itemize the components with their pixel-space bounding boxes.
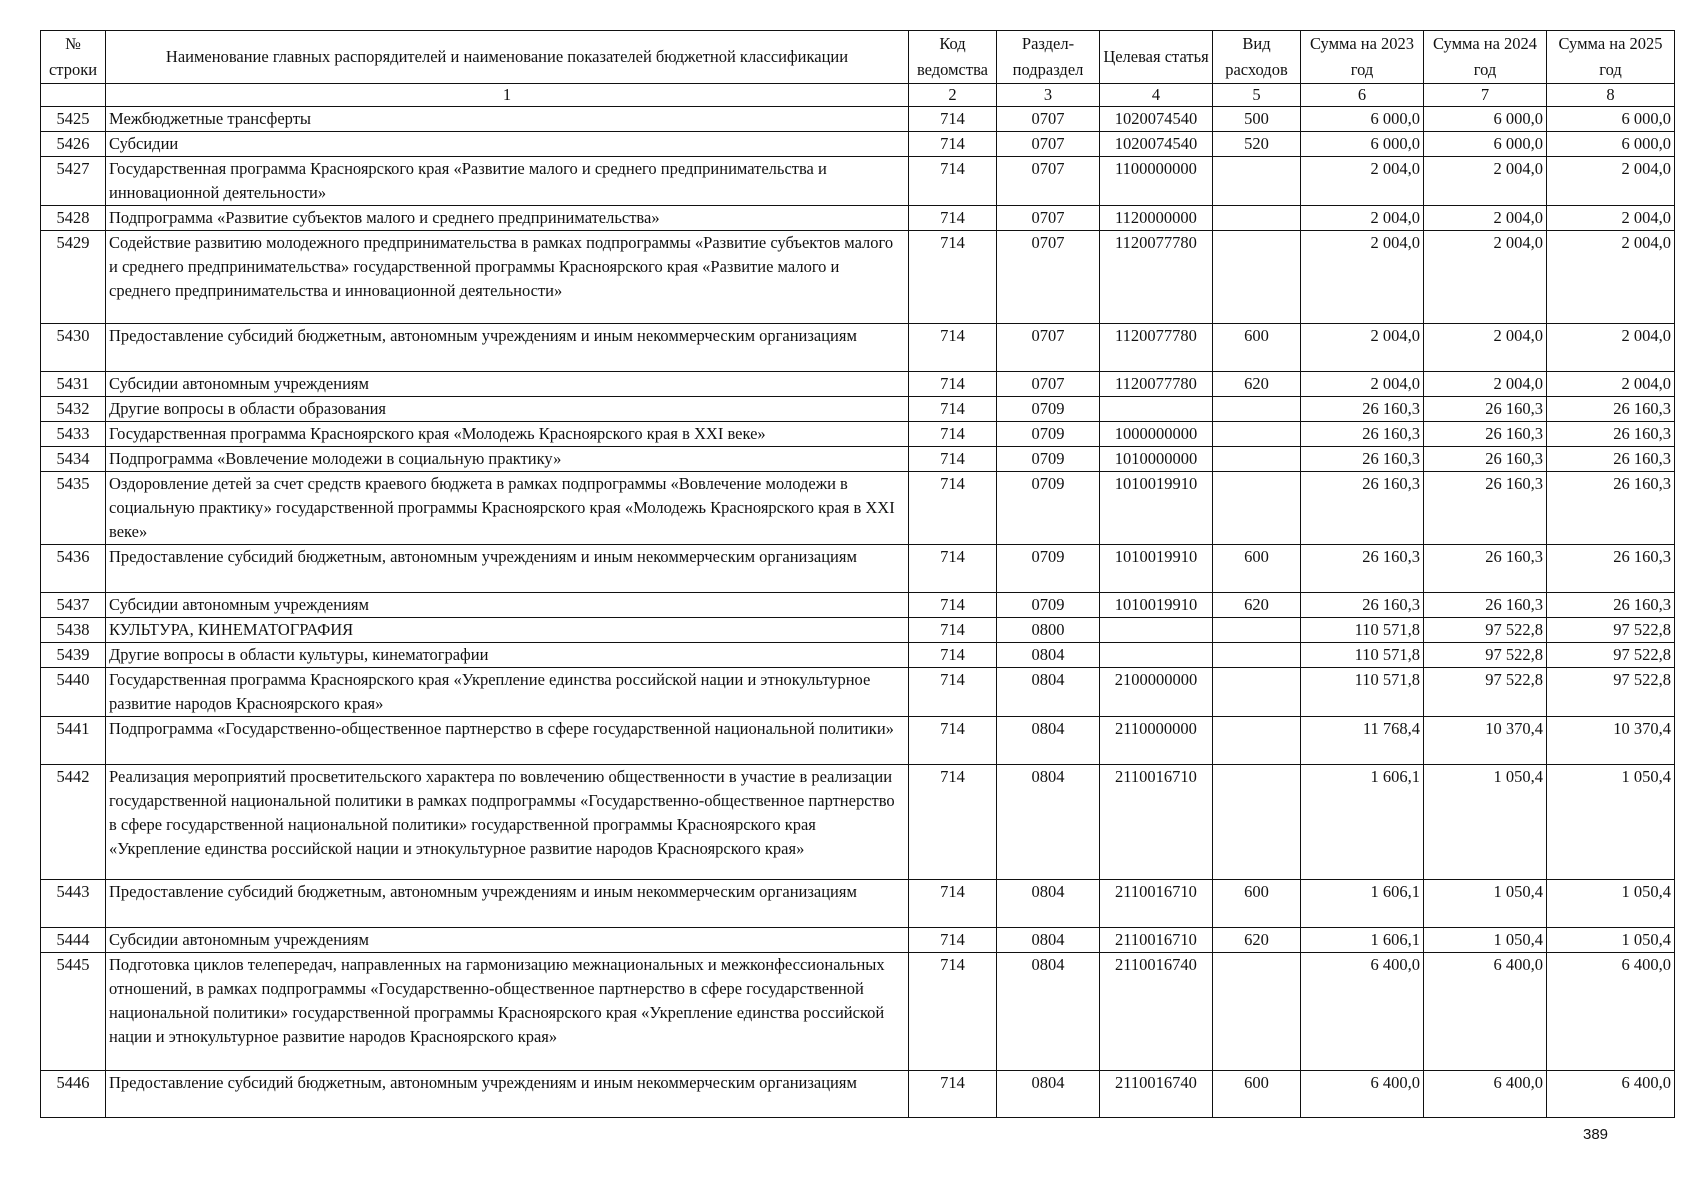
row-number: 5432 xyxy=(41,397,106,422)
row-section: 0707 xyxy=(997,132,1100,157)
row-sum-2024: 1 050,4 xyxy=(1424,765,1547,880)
row-name: Межбюджетные трансферты xyxy=(106,107,909,132)
row-section: 0804 xyxy=(997,765,1100,880)
row-sum-2023: 6 400,0 xyxy=(1301,953,1424,1071)
row-department-code: 714 xyxy=(909,206,997,231)
row-section: 0707 xyxy=(997,231,1100,324)
row-sum-2023: 6 400,0 xyxy=(1301,1071,1424,1118)
table-row xyxy=(41,880,1675,928)
row-name: Субсидии автономным учреждениям xyxy=(106,928,909,953)
row-name: Предоставление субсидий бюджетным, автономным учреждениям и иным некоммерческим организациям xyxy=(106,545,909,593)
row-expense-type: 500 xyxy=(1213,107,1301,132)
table-row xyxy=(41,928,1675,953)
row-section: 0707 xyxy=(997,157,1100,206)
row-target-article: 2110016740 xyxy=(1100,953,1213,1071)
row-section: 0709 xyxy=(997,397,1100,422)
table-row xyxy=(41,397,1675,422)
row-name: Предоставление субсидий бюджетным, автономным учреждениям и иным некоммерческим организациям xyxy=(106,1071,909,1118)
row-expense-type xyxy=(1213,422,1301,447)
row-target-article: 2110016710 xyxy=(1100,880,1213,928)
row-section: 0804 xyxy=(997,880,1100,928)
row-expense-type xyxy=(1213,157,1301,206)
row-target-article: 1120077780 xyxy=(1100,324,1213,372)
table-row xyxy=(41,765,1675,880)
row-department-code: 714 xyxy=(909,717,997,765)
row-target-article: 1010000000 xyxy=(1100,447,1213,472)
header-colnum-2: 2 xyxy=(909,84,997,107)
row-expense-type: 620 xyxy=(1213,928,1301,953)
row-sum-2024: 6 000,0 xyxy=(1424,132,1547,157)
row-target-article: 2110000000 xyxy=(1100,717,1213,765)
table-row xyxy=(41,953,1675,1071)
row-target-article: 1020074540 xyxy=(1100,107,1213,132)
row-section: 0707 xyxy=(997,206,1100,231)
row-expense-type: 600 xyxy=(1213,545,1301,593)
row-sum-2025: 26 160,3 xyxy=(1547,593,1675,618)
row-sum-2024: 26 160,3 xyxy=(1424,397,1547,422)
table-row xyxy=(41,545,1675,593)
row-sum-2025: 2 004,0 xyxy=(1547,231,1675,324)
row-expense-type xyxy=(1213,447,1301,472)
row-sum-2023: 26 160,3 xyxy=(1301,422,1424,447)
row-sum-2025: 6 400,0 xyxy=(1547,953,1675,1071)
row-department-code: 714 xyxy=(909,397,997,422)
row-sum-2024: 1 050,4 xyxy=(1424,880,1547,928)
row-name: Содействие развитию молодежного предпринимательства в рамках подпрограммы «Развитие субъектов малого и среднего предпринимательства» государственной программы Красноярского края «Развитие малого и среднего предпринимательства и инновационной деятельности» xyxy=(106,231,909,324)
row-department-code: 714 xyxy=(909,643,997,668)
row-expense-type xyxy=(1213,231,1301,324)
row-section: 0709 xyxy=(997,447,1100,472)
row-section: 0804 xyxy=(997,1071,1100,1118)
row-sum-2024: 2 004,0 xyxy=(1424,206,1547,231)
row-sum-2024: 6 000,0 xyxy=(1424,107,1547,132)
row-name: КУЛЬТУРА, КИНЕМАТОГРАФИЯ xyxy=(106,618,909,643)
row-target-article: 1010019910 xyxy=(1100,545,1213,593)
row-expense-type: 600 xyxy=(1213,880,1301,928)
row-sum-2023: 2 004,0 xyxy=(1301,372,1424,397)
row-expense-type xyxy=(1213,397,1301,422)
row-section: 0709 xyxy=(997,545,1100,593)
row-sum-2025: 26 160,3 xyxy=(1547,422,1675,447)
row-sum-2025: 2 004,0 xyxy=(1547,372,1675,397)
row-sum-2024: 2 004,0 xyxy=(1424,157,1547,206)
row-sum-2024: 1 050,4 xyxy=(1424,928,1547,953)
table-row xyxy=(41,324,1675,372)
row-number: 5437 xyxy=(41,593,106,618)
table-header xyxy=(41,31,1675,107)
row-sum-2025: 2 004,0 xyxy=(1547,324,1675,372)
row-section: 0709 xyxy=(997,472,1100,545)
row-sum-2025: 6 000,0 xyxy=(1547,132,1675,157)
header-colnum-empty xyxy=(41,84,106,107)
row-sum-2024: 6 400,0 xyxy=(1424,1071,1547,1118)
table-row xyxy=(41,1071,1675,1118)
row-expense-type xyxy=(1213,953,1301,1071)
row-department-code: 714 xyxy=(909,231,997,324)
row-expense-type xyxy=(1213,765,1301,880)
row-number: 5439 xyxy=(41,643,106,668)
row-target-article xyxy=(1100,643,1213,668)
row-sum-2024: 97 522,8 xyxy=(1424,643,1547,668)
row-sum-2023: 2 004,0 xyxy=(1301,157,1424,206)
row-number: 5427 xyxy=(41,157,106,206)
row-name: Подпрограмма «Государственно-общественное партнерство в сфере государственной национальной политики» xyxy=(106,717,909,765)
header-colnum-8: 8 xyxy=(1547,84,1675,107)
row-sum-2023: 26 160,3 xyxy=(1301,447,1424,472)
row-target-article: 1120000000 xyxy=(1100,206,1213,231)
row-number: 5436 xyxy=(41,545,106,593)
row-name: Субсидии автономным учреждениям xyxy=(106,372,909,397)
row-number: 5441 xyxy=(41,717,106,765)
row-section: 0707 xyxy=(997,372,1100,397)
row-name: Государственная программа Красноярского края «Развитие малого и среднего предпринимательства и инновационной деятельности» xyxy=(106,157,909,206)
row-sum-2023: 11 768,4 xyxy=(1301,717,1424,765)
table-row xyxy=(41,157,1675,206)
row-name: Государственная программа Красноярского края «Молодежь Красноярского края в XXI веке» xyxy=(106,422,909,447)
row-section: 0804 xyxy=(997,668,1100,717)
row-number: 5445 xyxy=(41,953,106,1071)
row-target-article: 2100000000 xyxy=(1100,668,1213,717)
row-sum-2024: 26 160,3 xyxy=(1424,422,1547,447)
row-number: 5446 xyxy=(41,1071,106,1118)
row-target-article: 2110016710 xyxy=(1100,765,1213,880)
row-sum-2025: 1 050,4 xyxy=(1547,880,1675,928)
row-number: 5426 xyxy=(41,132,106,157)
row-number: 5438 xyxy=(41,618,106,643)
header-colnum-7: 7 xyxy=(1424,84,1547,107)
row-sum-2023: 6 000,0 xyxy=(1301,132,1424,157)
row-department-code: 714 xyxy=(909,545,997,593)
row-target-article: 1010019910 xyxy=(1100,593,1213,618)
row-name: Предоставление субсидий бюджетным, автономным учреждениям и иным некоммерческим организациям xyxy=(106,324,909,372)
row-expense-type xyxy=(1213,717,1301,765)
row-target-article xyxy=(1100,397,1213,422)
row-section: 0804 xyxy=(997,717,1100,765)
row-sum-2023: 2 004,0 xyxy=(1301,231,1424,324)
row-name: Подготовка циклов телепередач, направленных на гармонизацию межнациональных и межконфессиональных отношений, в рамках подпрограммы «Государственно-общественное партнерство в сфере государственной национальной политики» государственной программы Красноярского края «Укрепление единства российской нации и этнокультурное развитие народов Красноярского края» xyxy=(106,953,909,1071)
table-row xyxy=(41,206,1675,231)
row-sum-2025: 26 160,3 xyxy=(1547,397,1675,422)
row-sum-2024: 2 004,0 xyxy=(1424,324,1547,372)
row-sum-2024: 2 004,0 xyxy=(1424,372,1547,397)
row-department-code: 714 xyxy=(909,157,997,206)
row-sum-2023: 1 606,1 xyxy=(1301,928,1424,953)
header-colnum-5: 5 xyxy=(1213,84,1301,107)
row-sum-2025: 2 004,0 xyxy=(1547,157,1675,206)
row-number: 5434 xyxy=(41,447,106,472)
row-name: Другие вопросы в области культуры, кинематографии xyxy=(106,643,909,668)
row-sum-2025: 26 160,3 xyxy=(1547,472,1675,545)
row-sum-2023: 1 606,1 xyxy=(1301,880,1424,928)
row-sum-2025: 1 050,4 xyxy=(1547,928,1675,953)
row-sum-2024: 2 004,0 xyxy=(1424,231,1547,324)
row-target-article: 1010019910 xyxy=(1100,472,1213,545)
row-sum-2024: 6 400,0 xyxy=(1424,953,1547,1071)
row-number: 5435 xyxy=(41,472,106,545)
row-target-article: 1000000000 xyxy=(1100,422,1213,447)
row-sum-2025: 6 400,0 xyxy=(1547,1071,1675,1118)
header-name: Наименование главных распорядителей и наименование показателей бюджетной классификации xyxy=(106,31,909,84)
row-number: 5433 xyxy=(41,422,106,447)
row-sum-2025: 10 370,4 xyxy=(1547,717,1675,765)
row-name: Государственная программа Красноярского края «Укрепление единства российской нации и этнокультурное развитие народов Красноярского края» xyxy=(106,668,909,717)
row-section: 0804 xyxy=(997,643,1100,668)
row-target-article xyxy=(1100,618,1213,643)
row-target-article: 2110016710 xyxy=(1100,928,1213,953)
row-number: 5431 xyxy=(41,372,106,397)
header-section: Раздел-подраздел xyxy=(997,31,1100,84)
row-target-article: 1020074540 xyxy=(1100,132,1213,157)
row-expense-type: 620 xyxy=(1213,372,1301,397)
row-number: 5443 xyxy=(41,880,106,928)
row-name: Подпрограмма «Вовлечение молодежи в социальную практику» xyxy=(106,447,909,472)
row-sum-2024: 10 370,4 xyxy=(1424,717,1547,765)
row-name: Другие вопросы в области образования xyxy=(106,397,909,422)
row-expense-type: 600 xyxy=(1213,1071,1301,1118)
row-expense-type: 600 xyxy=(1213,324,1301,372)
row-sum-2023: 1 606,1 xyxy=(1301,765,1424,880)
row-number: 5430 xyxy=(41,324,106,372)
row-expense-type xyxy=(1213,206,1301,231)
row-sum-2023: 2 004,0 xyxy=(1301,324,1424,372)
row-sum-2024: 97 522,8 xyxy=(1424,668,1547,717)
row-department-code: 714 xyxy=(909,422,997,447)
row-target-article: 1120077780 xyxy=(1100,231,1213,324)
row-sum-2025: 2 004,0 xyxy=(1547,206,1675,231)
row-department-code: 714 xyxy=(909,324,997,372)
header-sum-2025: Сумма на 2025 год xyxy=(1547,31,1675,84)
row-department-code: 714 xyxy=(909,765,997,880)
table-row xyxy=(41,422,1675,447)
table-row xyxy=(41,372,1675,397)
table-body xyxy=(41,107,1675,1118)
row-sum-2025: 26 160,3 xyxy=(1547,447,1675,472)
header-department-code: Код ведомства xyxy=(909,31,997,84)
row-section: 0800 xyxy=(997,618,1100,643)
row-name: Субсидии xyxy=(106,132,909,157)
row-name: Предоставление субсидий бюджетным, автономным учреждениям и иным некоммерческим организациям xyxy=(106,880,909,928)
row-sum-2023: 26 160,3 xyxy=(1301,397,1424,422)
table-row xyxy=(41,618,1675,643)
row-expense-type: 520 xyxy=(1213,132,1301,157)
table-row xyxy=(41,447,1675,472)
row-sum-2023: 26 160,3 xyxy=(1301,545,1424,593)
table-row xyxy=(41,593,1675,618)
row-sum-2025: 97 522,8 xyxy=(1547,618,1675,643)
header-sum-2024: Сумма на 2024 год xyxy=(1424,31,1547,84)
row-section: 0804 xyxy=(997,928,1100,953)
header-colnum-6: 6 xyxy=(1301,84,1424,107)
table-row xyxy=(41,643,1675,668)
row-sum-2023: 6 000,0 xyxy=(1301,107,1424,132)
row-number: 5440 xyxy=(41,668,106,717)
row-expense-type xyxy=(1213,472,1301,545)
header-row-number: № строки xyxy=(41,31,106,84)
table-row xyxy=(41,472,1675,545)
row-section: 0709 xyxy=(997,593,1100,618)
row-sum-2023: 26 160,3 xyxy=(1301,472,1424,545)
row-department-code: 714 xyxy=(909,132,997,157)
table-row xyxy=(41,107,1675,132)
row-sum-2023: 26 160,3 xyxy=(1301,593,1424,618)
page-number: 389 xyxy=(1583,1126,1609,1143)
row-number: 5425 xyxy=(41,107,106,132)
row-sum-2025: 97 522,8 xyxy=(1547,668,1675,717)
table-row xyxy=(41,668,1675,717)
row-sum-2023: 2 004,0 xyxy=(1301,206,1424,231)
row-department-code: 714 xyxy=(909,618,997,643)
row-sum-2024: 97 522,8 xyxy=(1424,618,1547,643)
row-expense-type: 620 xyxy=(1213,593,1301,618)
row-number: 5428 xyxy=(41,206,106,231)
row-number: 5442 xyxy=(41,765,106,880)
row-section: 0707 xyxy=(997,324,1100,372)
row-name: Реализация мероприятий просветительского характера по вовлечению общественности в участие в реализации государственной национальной политики в рамках подпрограммы «Государственно-общественное партнерство в сфере государственной национальной политики» государственной программы Красноярского края «Укрепление единства российской нации и этнокультурное развитие народов Красноярского края» xyxy=(106,765,909,880)
header-target-article: Целевая статья xyxy=(1100,31,1213,84)
row-section: 0804 xyxy=(997,953,1100,1071)
row-sum-2023: 110 571,8 xyxy=(1301,668,1424,717)
row-department-code: 714 xyxy=(909,880,997,928)
row-name: Оздоровление детей за счет средств краевого бюджета в рамках подпрограммы «Вовлечение молодежи в социальную практику» государственной программы Красноярского края «Молодежь Красноярского края в XXI веке» xyxy=(106,472,909,545)
row-sum-2023: 110 571,8 xyxy=(1301,618,1424,643)
row-sum-2025: 6 000,0 xyxy=(1547,107,1675,132)
row-department-code: 714 xyxy=(909,107,997,132)
row-department-code: 714 xyxy=(909,472,997,545)
row-section: 0709 xyxy=(997,422,1100,447)
header-expense-type: Вид расходов xyxy=(1213,31,1301,84)
header-colnum-1: 1 xyxy=(106,84,909,107)
row-sum-2024: 26 160,3 xyxy=(1424,593,1547,618)
row-target-article: 2110016740 xyxy=(1100,1071,1213,1118)
row-department-code: 714 xyxy=(909,928,997,953)
row-department-code: 714 xyxy=(909,447,997,472)
row-sum-2025: 1 050,4 xyxy=(1547,765,1675,880)
row-department-code: 714 xyxy=(909,953,997,1071)
row-expense-type xyxy=(1213,643,1301,668)
row-sum-2024: 26 160,3 xyxy=(1424,447,1547,472)
header-colnum-4: 4 xyxy=(1100,84,1213,107)
header-colnum-3: 3 xyxy=(997,84,1100,107)
row-sum-2025: 26 160,3 xyxy=(1547,545,1675,593)
row-sum-2025: 97 522,8 xyxy=(1547,643,1675,668)
row-department-code: 714 xyxy=(909,668,997,717)
row-sum-2023: 110 571,8 xyxy=(1301,643,1424,668)
table-row xyxy=(41,231,1675,324)
row-target-article: 1120077780 xyxy=(1100,372,1213,397)
row-expense-type xyxy=(1213,668,1301,717)
row-department-code: 714 xyxy=(909,1071,997,1118)
row-department-code: 714 xyxy=(909,372,997,397)
row-section: 0707 xyxy=(997,107,1100,132)
header-sum-2023: Сумма на 2023 год xyxy=(1301,31,1424,84)
row-name: Субсидии автономным учреждениям xyxy=(106,593,909,618)
row-sum-2024: 26 160,3 xyxy=(1424,472,1547,545)
table-row xyxy=(41,717,1675,765)
table-row xyxy=(41,132,1675,157)
row-number: 5429 xyxy=(41,231,106,324)
row-target-article: 1100000000 xyxy=(1100,157,1213,206)
budget-table xyxy=(40,30,1675,1118)
row-number: 5444 xyxy=(41,928,106,953)
row-sum-2024: 26 160,3 xyxy=(1424,545,1547,593)
row-department-code: 714 xyxy=(909,593,997,618)
row-name: Подпрограмма «Развитие субъектов малого и среднего предпринимательства» xyxy=(106,206,909,231)
row-expense-type xyxy=(1213,618,1301,643)
